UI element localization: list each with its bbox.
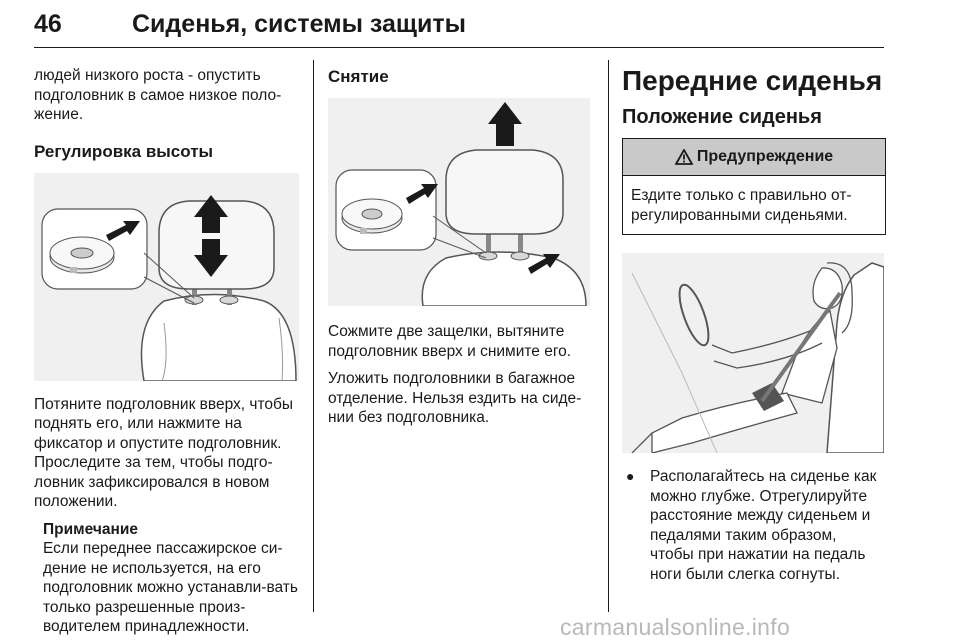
note-block bbox=[43, 520, 299, 637]
removal-heading: Снятие bbox=[328, 67, 389, 86]
bullet-text: Располагайтесь на сиденье как можно глубже. Отрегулируйте расстояние между сиденьем и педалями таким образом, чтобы при нажатии на педаль ноги были слегка согнуты. bbox=[650, 468, 877, 583]
warning-title: Предупреждение bbox=[696, 148, 834, 166]
page-header bbox=[34, 10, 884, 40]
note-text: Если переднее пассажирское си-дение не используется, на его подголовник можно устанавли-вать только разрешенные произ-водителем принадлежности. bbox=[43, 540, 298, 635]
column-1 bbox=[34, 66, 299, 637]
headrest-removal-figure bbox=[328, 98, 590, 306]
headrest-removal-illustration bbox=[328, 98, 590, 306]
warning-header bbox=[623, 139, 885, 176]
warning-text: Ездите только с правильно от-регулированными сиденьями. bbox=[631, 187, 852, 224]
column-divider-2 bbox=[608, 60, 609, 612]
column-divider-1 bbox=[313, 60, 314, 612]
watermark: carmanualsonline.info bbox=[560, 614, 791, 640]
list-item bbox=[622, 467, 890, 584]
warning-box bbox=[622, 138, 886, 235]
height-adjust-body: Потяните подголовник вверх, чтобы поднять его, или нажмите на фиксатор и опустите подголовник. Проследите за тем, чтобы подго-ловник зафиксировался в новом положении. bbox=[34, 395, 294, 510]
headrest-height-illustration bbox=[34, 173, 299, 381]
subsection-title: Положение сиденья bbox=[622, 106, 822, 128]
removal-step-2: Уложить подголовники в багажное отделение. Нельзя ездить на сиде-нии без подголовника. bbox=[328, 370, 582, 426]
section-title: Передние сиденья bbox=[622, 65, 883, 96]
removal-step-1: Сожмите две защелки, вытяните подголовник вверх и снимите его. bbox=[328, 323, 572, 360]
page-number: 46 bbox=[34, 10, 62, 38]
intro-paragraph: людей низкого роста - опустить подголовник в самое низкое поло-жение. bbox=[34, 67, 282, 123]
warning-triangle-icon bbox=[675, 149, 693, 165]
header-rule bbox=[34, 47, 884, 48]
height-adjust-heading: Регулировка высоты bbox=[34, 141, 214, 161]
column-3 bbox=[622, 64, 890, 584]
bullet-icon: ● bbox=[626, 468, 635, 484]
note-title: Примечание bbox=[43, 520, 138, 538]
column-2 bbox=[328, 66, 596, 436]
seating-position-illustration bbox=[622, 253, 884, 453]
seating-position-figure bbox=[622, 253, 884, 453]
chapter-title: Сиденья, системы защиты bbox=[132, 10, 466, 38]
headrest-height-figure bbox=[34, 173, 299, 381]
